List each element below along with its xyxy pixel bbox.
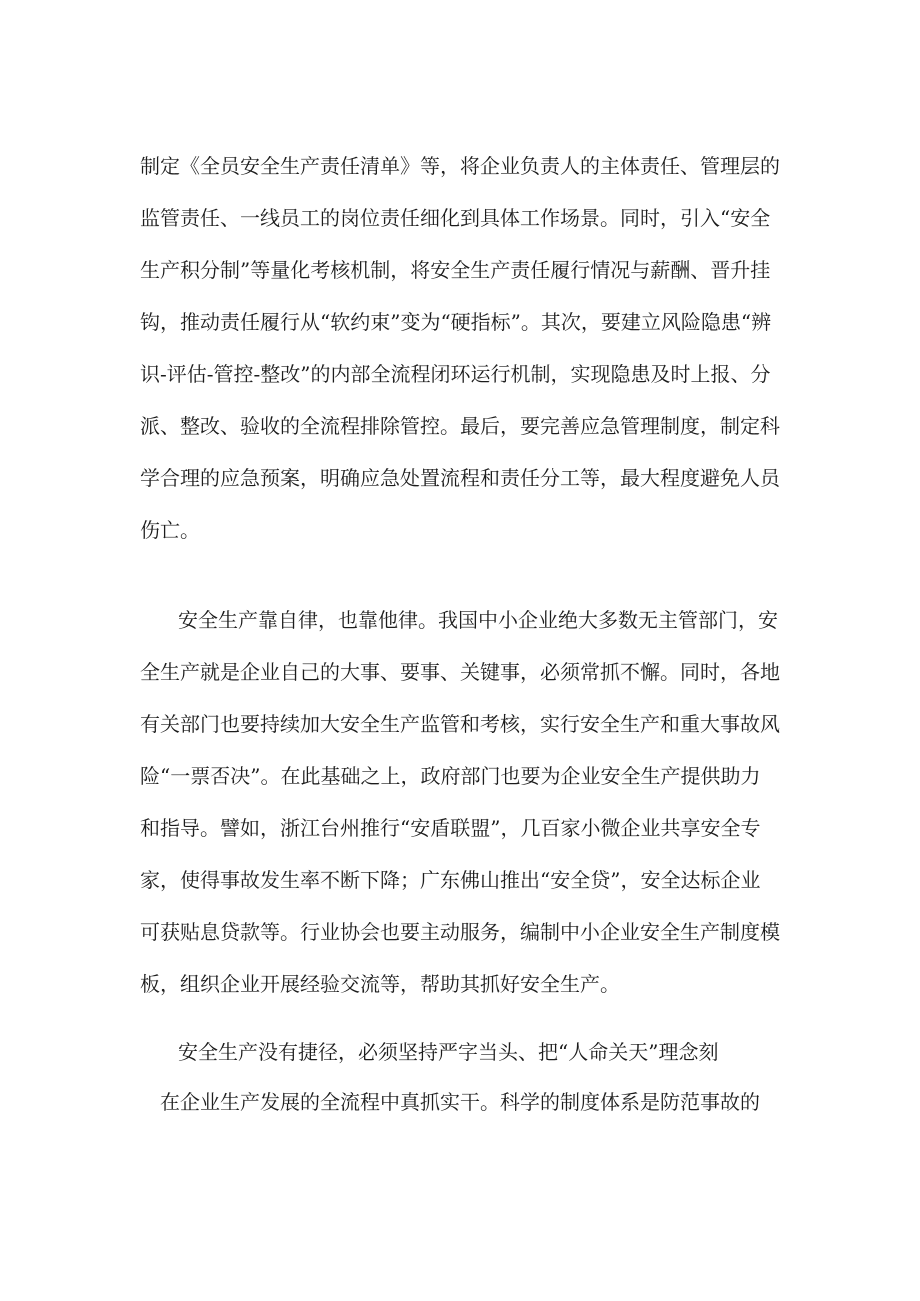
paragraph-line: 可获贴息贷款等。行业协会也要主动服务，编制中小企业安全生产制度模 [140,920,780,944]
paragraph-line: 家，使得事故发生率不断下降；广东佛山推出“安全贷”，安全达标企业 [140,868,761,892]
paragraph-line: 派、整改、验收的全流程排除管控。最后，要完善应急管理制度，制定科 [140,414,780,438]
paragraph-line: 钩，推动责任履行从“软约束”变为“硬指标”。其次，要建立风险隐患“辨 [140,310,772,334]
paragraph-line: 监管责任、一线员工的岗位责任细化到具体工作场景。同时，引入“安全 [140,206,771,230]
paragraph-line: 安全生产靠自律，也靠他律。我国中小企业绝大多数无主管部门，安 [178,608,778,632]
paragraph-line: 板，组织企业开展经验交流等，帮助其抓好安全生产。 [140,972,620,996]
paragraph-line: 伤亡。 [140,518,200,542]
paragraph-line: 在企业生产发展的全流程中真抓实干。科学的制度体系是防范事故的 [160,1090,760,1114]
paragraph-line: 全生产就是企业自己的大事、要事、关键事，必须常抓不懈。同时，各地 [140,660,780,684]
paragraph-line: 有关部门也要持续加大安全生产监管和考核，实行安全生产和重大事故风 [140,712,780,736]
paragraph-line: 生产积分制”等量化考核机制，将安全生产责任履行情况与薪酬、晋升挂 [140,258,771,282]
paragraph-line: 险“一票否决”。在此基础之上，政府部门也要为企业安全生产提供助力 [140,764,761,788]
paragraph-line: 和指导。譬如，浙江台州推行“安盾联盟”，几百家小微企业共享安全专 [140,816,761,840]
paragraph-line: 制定《全员安全生产责任清单》等，将企业负责人的主体责任、管理层的 [140,154,780,178]
paragraph-line: 安全生产没有捷径，必须坚持严字当头、把“人命关天”理念刻 [178,1040,719,1064]
paragraph-line: 学合理的应急预案，明确应急处置流程和责任分工等，最大程度避免人员 [140,466,780,490]
paragraph-line: 识-评估-管控-整改”的内部全流程闭环运行机制，实现隐患及时上报、分 [140,362,771,386]
